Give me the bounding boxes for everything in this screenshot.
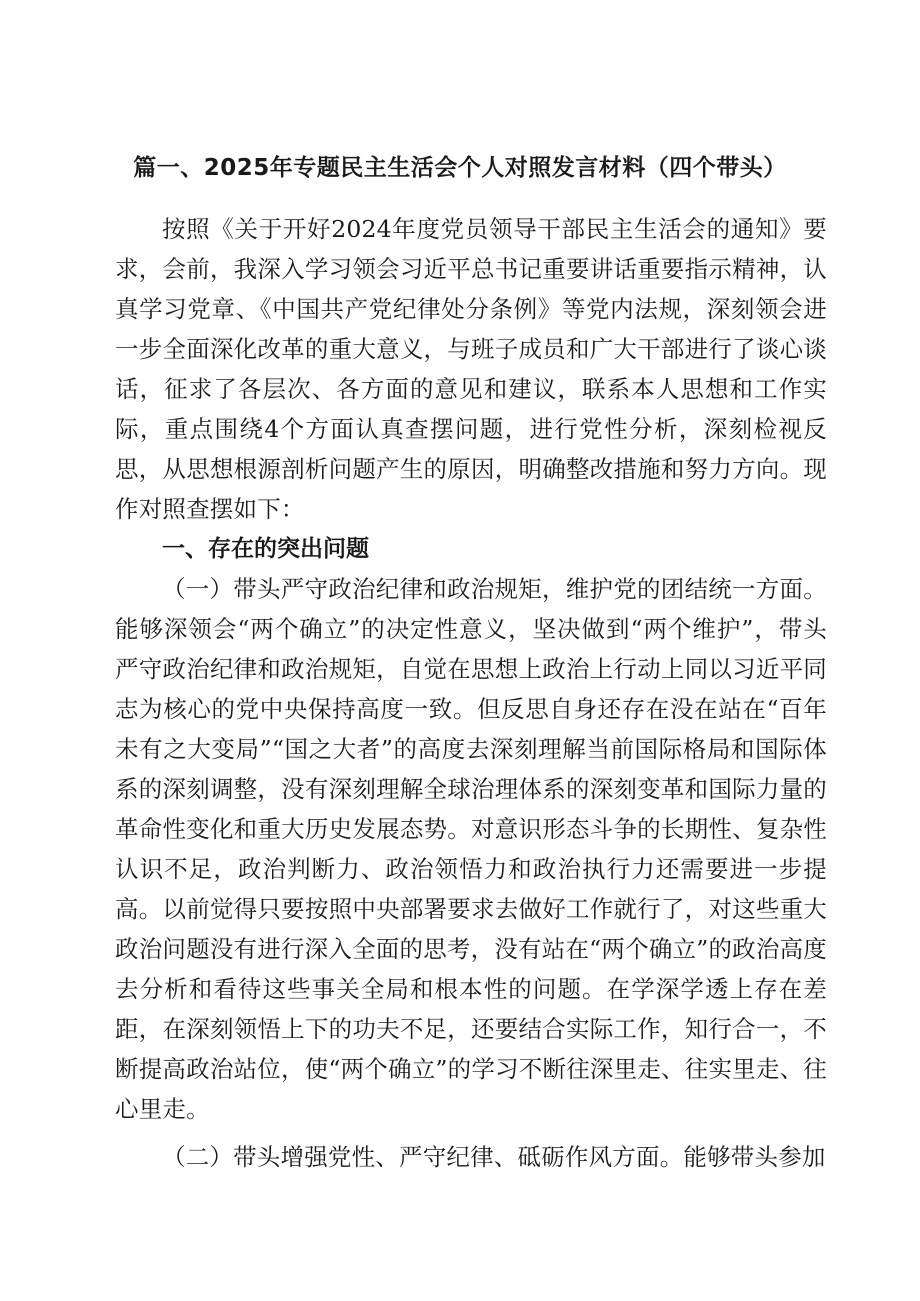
- intro-paragraph: 按照《关于开好2024年度党员领导干部民主生活会的通知》要求，会前，我深入学习领会习近平总书记重要讲话重要指示精神，认真学习党章、《中国共产党纪律处分条例》等党内法规，深刻领会进一步全面深化改革的重大意义，与班子成员和广大干部进行了谈心谈话，征求了各层次、各方面的意见和建议，联系本人思想和工作实际，重点围绕4个方面认真查摆问题，进行党性分析，深刻检视反思，从思想根源剖析问题产生的原因，明确整改措施和努力方向。现作对照查摆如下：: [115, 215, 827, 523]
- subsection-1-paragraph: （一）带头严守政治纪律和政治规矩，维护党的团结统一方面。能够深领会“两个确立”的决定性意义，坚决做到“两个维护”，带头严守政治纪律和政治规矩，自觉在思想上政治上行动上同以习近平同志为核心的党中央保持高度一致。但反思自身还存在没在站在“百年未有之大变局”“国之大者”的高度去深刻理解当前国际格局和国际体系的深刻调整，没有深刻理解全球治理体系的深刻变革和国际力量的革命性变化和重大历史发展态势。对意识形态斗争的长期性、复杂性认识不足，政治判断力、政治领悟力和政治执行力还需要进一步提高。以前觉得只要按照中央部署要求去做好工作就行了，对这些重大政治问题没有进行深入全面的思考，没有站在“两个确立”的政治高度去分析和看待这些事关全局和根本性的问题。在学深学透上存在差距，在深刻领悟上下的功夫不足，还要结合实际工作，知行合一，不断提高政治站位，使“两个确立”的学习不断往深里走、往实里走、往心里走。: [115, 575, 827, 1123]
- document-body: [115, 209, 827, 1177]
- paragraph-gap: [115, 1129, 827, 1137]
- subsection-2-paragraph: （二）带头增强党性、严守纪律、砥砺作风方面。能够带头参加: [162, 1143, 826, 1171]
- section-heading-problems: 一、存在的突出问题: [162, 536, 369, 562]
- document-title: 篇一、2025年专题民主生活会个人对照发言材料（四个带头）: [133, 155, 787, 181]
